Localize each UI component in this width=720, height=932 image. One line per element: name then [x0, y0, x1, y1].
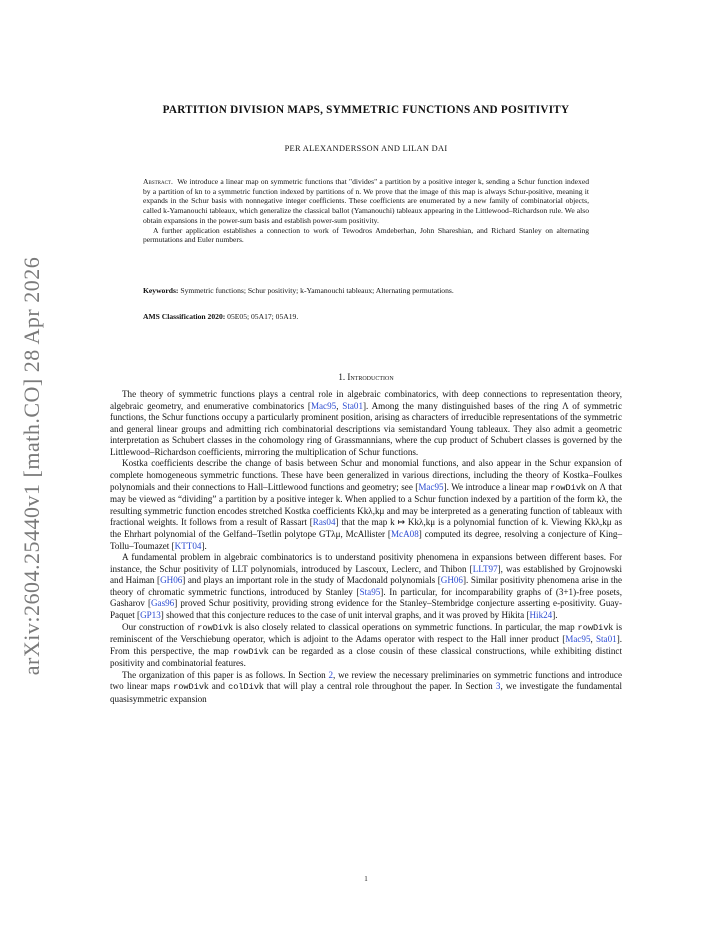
paragraph-text: k on Λ that may be viewed as “dividing” a partition by a positive integer k. When applied to a Schur function indexed by a partition of the form kλ, the resulting symmetric function encodes stretched Kostka coefficients Kkλ,kμ and may be interpreted as a generating function of tableaux with fractional weights. It follows from a result of Rassart [ — [110, 481, 622, 528]
citation-link[interactable]: Sta95 — [359, 586, 381, 597]
ams-text: 05E05; 05A17; 05A19. — [227, 312, 299, 321]
paragraph-text: , — [336, 400, 343, 411]
operator-name: rowDiv — [232, 646, 264, 657]
citation-link[interactable]: Hik24 — [529, 609, 553, 620]
citation-link[interactable]: KTT04 — [174, 540, 202, 551]
ams-classification — [143, 312, 589, 322]
paragraph-text: k that will play a central role throughout the paper. In Section — [259, 681, 496, 692]
paragraph-text: k and — [204, 681, 229, 692]
abstract — [143, 177, 589, 245]
body-paragraph — [110, 389, 622, 458]
citation-link[interactable]: McA08 — [390, 528, 419, 539]
keywords-text: Symmetric functions; Schur positivity; k-Yamanouchi tableaux; Alternating permutations. — [180, 286, 454, 295]
paragraph-text: k is reminiscent of the Verschiebung operator, which is adjoint to the Adams operator with respect to the Hall inner product [ — [110, 621, 622, 645]
paper-title: PARTITION DIVISION MAPS, SYMMETRIC FUNCTIONS AND POSITIVITY — [162, 104, 570, 116]
operator-name: rowDiv — [173, 682, 205, 693]
keywords — [143, 286, 589, 296]
section-number: 1. — [338, 372, 346, 382]
body-paragraph — [110, 622, 622, 670]
citation-link[interactable]: GP13 — [140, 609, 161, 620]
operator-name: rowDiv — [550, 482, 582, 493]
paragraph-text: ]. We introduce a linear map — [443, 481, 551, 492]
paragraph-text: , we review the necessary preliminaries on symmetric functions and introduce two linear maps — [110, 669, 622, 692]
paragraph-text: ]. In particular, for incomparability graphs of (3+1)-free posets, Gasharov [ — [110, 586, 622, 609]
citation-link[interactable]: GH06 — [440, 575, 463, 586]
citation-link[interactable]: Sta01 — [595, 634, 617, 645]
paragraph-text: k is also closely related to classical operations on symmetric functions. In particular, the map — [228, 621, 578, 632]
paragraph-text: ]. From this perspective, the map — [110, 634, 622, 656]
page-number: 1 — [364, 875, 368, 883]
paragraph-text: ], was established by Grojnowski and Haiman [ — [110, 563, 623, 586]
keywords-label: Keywords: — [143, 286, 179, 295]
body-paragraph — [110, 670, 622, 706]
arxiv-identifier: arXiv:2604.25440v1 [math.CO] 28 Apr 2026 — [19, 256, 44, 676]
body-paragraph — [110, 552, 622, 621]
paragraph-text: The theory of symmetric functions plays a central role in algebraic combinatorics, with deep connections to representation theory, algebraic geometry, and enumerative combinatorics [ — [110, 389, 622, 411]
citation-link[interactable]: 3 — [495, 681, 501, 692]
paragraph-text: ]. Similar positivity phenomena arise in the theory of chromatic symmetric functions, introduced by Stanley [ — [110, 575, 623, 597]
citation-link[interactable]: Ras04 — [312, 517, 336, 528]
paragraph-text: ] and plays an important role in the study of Macdonald polynomials [ — [182, 575, 441, 586]
paragraph-text: Kostka coefficients describe the change of basis between Schur and monomial functions, and also appear in the Schur expansion of complete homogeneous symmetric functions. These have been generalized in various directions, including the theory of Kostka–Foulkes polynomials and their connections to Hall–Littlewood functions and geometry; see [ — [110, 458, 622, 492]
introduction-body — [110, 389, 622, 706]
paragraph-text: ] showed that this conjecture reduces to the case of unit interval graphs, and it was proved by Hikita [ — [160, 609, 530, 620]
paragraph-text: , — [590, 634, 596, 645]
citation-link[interactable]: LLT97 — [472, 563, 498, 574]
operator-name: rowDiv — [577, 622, 609, 633]
paragraph-text: k can be regarded as a close cousin of these classical constructions, while exhibiting distinct positivity and combinatorial features. — [110, 645, 622, 669]
citation-link[interactable]: Mac95 — [418, 481, 444, 492]
section-heading — [110, 372, 622, 382]
citation-link[interactable]: Sta01 — [342, 400, 363, 411]
abstract-text-2: A further application establishes a connection to work of Tewodros Amdeberhan, John Shareshian, and Richard Stanley on alternating permutations and Euler numbers. — [143, 225, 589, 245]
citation-link[interactable]: 2 — [328, 669, 334, 680]
paragraph-text: A fundamental problem in algebraic combinatorics is to understand positivity phenomena in expansions between different bases. For instance, the Schur positivity of LLT polynomials, introduced by Lascoux, Leclerc, and Thibon [ — [110, 552, 622, 574]
paragraph-text: Our construction of — [122, 621, 198, 632]
citation-link[interactable]: Gas96 — [150, 598, 175, 609]
paragraph-text: ]. — [552, 609, 558, 620]
paragraph-text: ] computed its degree, resolving a conjecture of King–Tollu–Toumazet [ — [110, 528, 622, 551]
abstract-label: Abstract. — [143, 177, 173, 186]
ams-label: AMS Classification 2020: — [143, 312, 226, 321]
operator-name: rowDiv — [197, 622, 229, 633]
paragraph-text: ] proved Schur positivity, providing strong evidence for the Stanley–Stembridge conjecture asserting e-positivity. Guay-Paquet [ — [110, 598, 622, 620]
paragraph-text: ]. Among the many distinguished bases of the ring Λ of symmetric functions, the Schur functions occupy a particularly prominent position, arising as characters of irreducible representations of the symmetric and general linear groups and admitting rich combinatorial descriptions via semistandard Young tableaux. They also admit a geometric interpretation as Schubert classes in the cohomology ring of Grassmannians, where the cup product of Schubert classes is governed by the Littlewood–Richardson coefficients, mirroring the multiplication of Schur functions. — [110, 400, 622, 457]
operator-name: colDiv — [228, 682, 260, 693]
paper-authors: PER ALEXANDERSSON AND LILAN DAI — [284, 144, 448, 153]
body-paragraph — [110, 458, 622, 552]
abstract-text: We introduce a linear map on symmetric functions that "divides" a partition by a positive integer k, sending a Schur function indexed by a partition of kn to a symmetric function indexed by partitions of n. We prove that the image of this map is always Schur-positive, meaning it expands in the Schur basis with nonnegative integer coefficients. These coefficients are enumerated by a new family of combinatorial objects, called k-Yamanouchi tableaux, which generalize the classical ballot (Yamanouchi) tableaux appearing in the Littlewood–Richardson rule. We also obtain expansions in the power-sum basis and establish power-sum positivity. — [143, 177, 589, 225]
section-title: Introduction — [347, 372, 394, 382]
paragraph-text: The organization of this paper is as follows. In Section — [122, 669, 329, 680]
citation-link[interactable]: Mac95 — [565, 634, 591, 645]
citation-link[interactable]: Mac95 — [310, 400, 337, 411]
paragraph-text: , we investigate the fundamental quasisymmetric expansion — [110, 681, 622, 705]
paragraph-text: ] that the map k ↦ Kkλ,kμ is a polynomial function of k. Viewing Kkλ,kμ as the Ehrhart polynomial of the Gelfand–Tsetlin polytope GTλμ, McAllister [ — [110, 517, 622, 539]
paragraph-text: ]. — [201, 540, 207, 551]
citation-link[interactable]: GH06 — [160, 575, 183, 586]
